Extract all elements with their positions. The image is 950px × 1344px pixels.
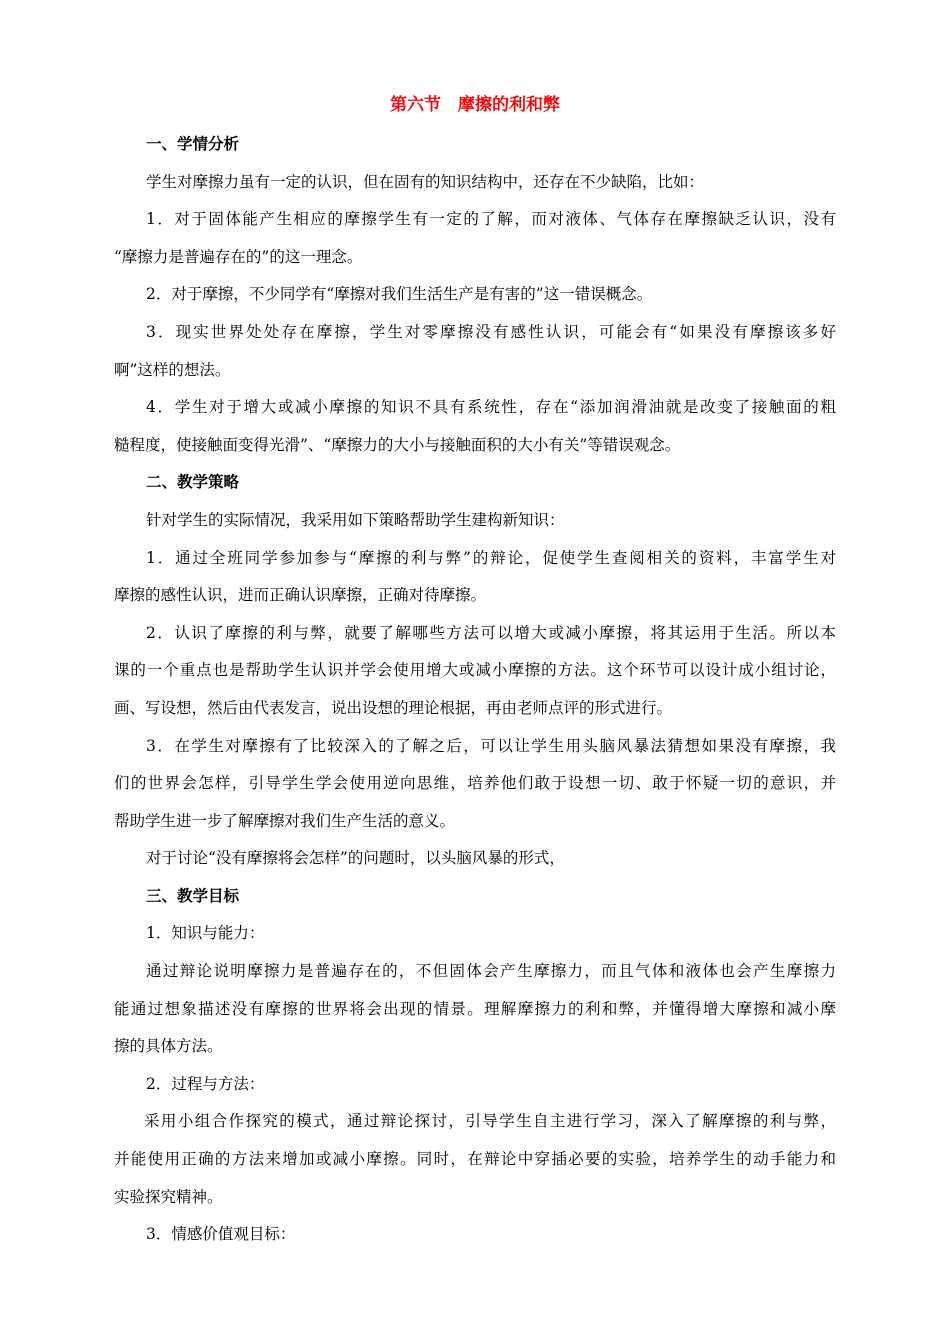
paragraph-line: 画、写设想，然后由代表发言，说出设想的理论根据，再由老师点评的形式进行。: [114, 698, 673, 717]
paragraph-line: 学生对摩擦力虽有一定的认识，但在固有的知识结构中，还存在不少缺陷，比如：: [146, 172, 705, 191]
paragraph-line: 通过辩论说明摩擦力是普遍存在的，不但固体会产生摩擦力，而且气体和液体也会产生摩擦力: [146, 962, 836, 981]
paragraph-line: 帮助学生进一步了解摩擦对我们生产生活的意义。: [114, 811, 456, 830]
paragraph-line: 们的世界会怎样，引导学生学会使用逆向思维，培养他们敢于设想一切、敢于怀疑一切的意识，并: [114, 774, 836, 793]
subheading-line: 2．过程与方法：: [146, 1074, 265, 1093]
paragraph-line: 针对学生的实际情况，我采用如下策略帮助学生建构新知识：: [146, 510, 565, 529]
paragraph-line: 糙程度，使接触面变得光滑”、“摩擦力的大小与接触面积的大小有关”等错误观念。: [114, 435, 681, 454]
document-title: 第六节 摩擦的利和弊: [390, 95, 560, 115]
paragraph-line: 3．现实世界处处存在摩擦，学生对零摩擦没有感性认识，可能会有“如果没有摩擦该多好: [146, 322, 836, 341]
paragraph-line: 1．对于固体能产生相应的摩擦学生有一定的了解，而对液体、气体存在摩擦缺乏认识，没有: [146, 210, 836, 229]
paragraph-line: 擦的具体方法。: [114, 1037, 223, 1056]
paragraph-line: 2．认识了摩擦的利与弊，就要了解哪些方法可以增大或减小摩擦，将其运用于生活。所以本: [146, 623, 836, 642]
section-heading: 二、教学策略: [146, 473, 240, 492]
section-heading: 三、教学目标: [146, 886, 240, 905]
paragraph-line: 对于讨论“没有摩擦将会怎样”的问题时，以头脑风暴的形式，: [146, 849, 565, 868]
paragraph-line: 能通过想象描述没有摩擦的世界将会出现的情景。理解摩擦力的利和弊，并懂得增大摩擦和减小摩: [114, 999, 836, 1018]
document-body: [114, 126, 836, 1254]
paragraph-line: 啊”这样的想法。: [114, 360, 231, 379]
subheading-line: 3．情感价值观目标：: [146, 1225, 296, 1244]
paragraph-line: 采用小组合作探究的模式，通过辩论探讨，引导学生自主进行学习，深入了解摩擦的利与弊，: [144, 1112, 836, 1131]
section-heading: 一、学情分析: [146, 135, 240, 153]
paragraph-line: 2．对于摩擦，不少同学有“摩擦对我们生活生产是有害的”这一错误概念。: [146, 285, 653, 304]
subheading-line: 1．知识与能力：: [146, 924, 265, 943]
paragraph-line: 1．通过全班同学参加参与“摩擦的利与弊”的辩论，促使学生查阅相关的资料，丰富学生对: [146, 548, 836, 567]
paragraph-line: “摩擦力是普遍存在的”的这一理念。: [114, 247, 363, 266]
paragraph-line: 3．在学生对摩擦有了比较深入的了解之后，可以让学生用头脑风暴法猜想如果没有摩擦，我: [146, 736, 836, 755]
paragraph-line: 课的一个重点也是帮助学生认识并学会使用增大或减小摩擦的方法。这个环节可以设计成小组讨论，: [114, 661, 836, 680]
paragraph-line: 摩擦的感性认识，进而正确认识摩擦，正确对待摩擦。: [114, 586, 487, 605]
paragraph-line: 并能使用正确的方法来增加或减小摩擦。同时，在辩论中穿插必要的实验，培养学生的动手能力和: [114, 1150, 836, 1169]
paragraph-line: 4．学生对于增大或减小摩擦的知识不具有系统性，存在“添加润滑油就是改变了接触面的粗: [146, 398, 836, 417]
paragraph-line: 实验探究精神。: [114, 1187, 223, 1206]
